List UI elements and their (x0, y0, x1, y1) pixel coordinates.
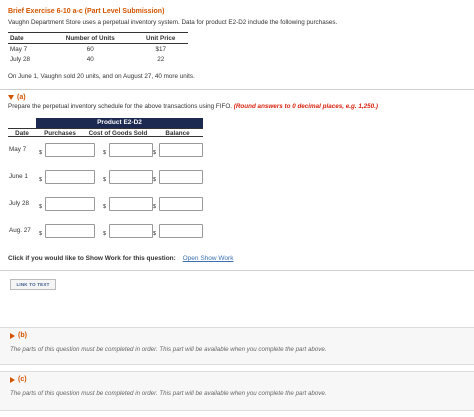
schedule-row-aug-27 (8, 220, 208, 244)
dollar-sign: $ (39, 231, 43, 237)
purchase-price: 22 (157, 55, 165, 63)
schedule-row-july-28 (8, 193, 208, 217)
caret-down-icon (8, 95, 14, 100)
row-date: May 7 (9, 146, 27, 153)
divider (0, 270, 474, 271)
dollar-sign: $ (153, 204, 157, 210)
purchases-table (8, 32, 188, 64)
row-date: July 28 (9, 200, 29, 207)
schedule-title: Product E2-D2 (36, 118, 203, 128)
caret-right-icon (10, 377, 15, 383)
purchases-input[interactable] (45, 170, 95, 184)
part-c-message: The parts of this question must be completed in order. This part will be available when you complete the part above. (10, 390, 327, 397)
schedule-header-row (8, 128, 203, 137)
table-row (8, 54, 188, 64)
purchases-input[interactable] (45, 143, 95, 157)
purchase-date: July 28 (10, 55, 30, 63)
cogs-input[interactable] (109, 170, 153, 184)
purchase-units: 40 (86, 55, 94, 63)
part-a-instruction (8, 103, 378, 110)
dollar-sign: $ (103, 177, 107, 183)
purchases-input[interactable] (45, 197, 95, 211)
part-a-toggle[interactable] (8, 94, 26, 101)
purchase-date: May 7 (10, 45, 28, 53)
col-header-cogs: Cost of Goods Sold (88, 130, 148, 137)
inventory-schedule (8, 118, 203, 137)
part-b-toggle[interactable] (10, 332, 27, 339)
dollar-sign: $ (103, 204, 107, 210)
col-header-date: Date (15, 130, 29, 137)
instruction-rounding: (Round answers to 0 decimal places, e.g. 1,250.) (233, 103, 378, 110)
cogs-input[interactable] (109, 197, 153, 211)
dollar-sign: $ (103, 231, 107, 237)
purchases-header-date: Date (8, 33, 47, 44)
instruction-text: Prepare the perpetual inventory schedule for the above transactions using FIFO. (8, 103, 233, 110)
part-c-label: (c) (18, 376, 27, 383)
row-date: Aug. 27 (9, 227, 31, 234)
purchases-header-row (8, 33, 188, 44)
schedule-row-may-7 (8, 139, 208, 163)
dollar-sign: $ (39, 177, 43, 183)
caret-right-icon (10, 333, 15, 339)
purchases-header-units: Number of Units (47, 33, 133, 44)
table-row (8, 44, 188, 55)
open-show-work-link[interactable]: Open Show Work (182, 255, 234, 262)
row-date: June 1 (9, 173, 28, 180)
dollar-sign: $ (153, 150, 157, 156)
dollar-sign: $ (39, 150, 43, 156)
balance-input[interactable] (159, 197, 203, 211)
balance-input[interactable] (159, 224, 203, 238)
part-b-panel (0, 327, 474, 365)
show-work-prompt: Click if you would like to Show Work for this question: (8, 255, 176, 262)
purchases-input[interactable] (45, 224, 95, 238)
col-header-balance: Balance (165, 130, 190, 137)
cogs-input[interactable] (109, 143, 153, 157)
schedule-row-june-1 (8, 166, 208, 190)
balance-input[interactable] (159, 143, 203, 157)
link-to-text-button[interactable]: LINK TO TEXT (10, 279, 56, 290)
dollar-sign: $ (39, 204, 43, 210)
dollar-sign: $ (153, 231, 157, 237)
part-c-toggle[interactable] (10, 376, 27, 383)
sold-note: On June 1, Vaughn sold 20 units, and on August 27, 40 more units. (8, 73, 195, 80)
col-header-purchases: Purchases (44, 130, 76, 137)
exercise-intro: Vaughn Department Store uses a perpetual inventory system. Data for product E2-D2 include the following purchases. (8, 19, 338, 26)
purchases-header-price: Unit Price (133, 33, 188, 44)
purchase-price: $17 (155, 45, 166, 53)
divider (0, 89, 474, 90)
dollar-sign: $ (103, 150, 107, 156)
part-c-panel (0, 371, 474, 411)
part-b-message: The parts of this question must be completed in order. This part will be available when you complete the part above. (10, 346, 327, 353)
part-b-label: (b) (18, 332, 27, 339)
cogs-input[interactable] (109, 224, 153, 238)
balance-input[interactable] (159, 170, 203, 184)
purchase-units: 60 (86, 45, 94, 53)
show-work-line (8, 255, 233, 262)
dollar-sign: $ (153, 177, 157, 183)
exercise-title: Brief Exercise 6-10 a-c (Part Level Submission) (8, 8, 165, 15)
part-a-label: (a) (17, 94, 26, 101)
